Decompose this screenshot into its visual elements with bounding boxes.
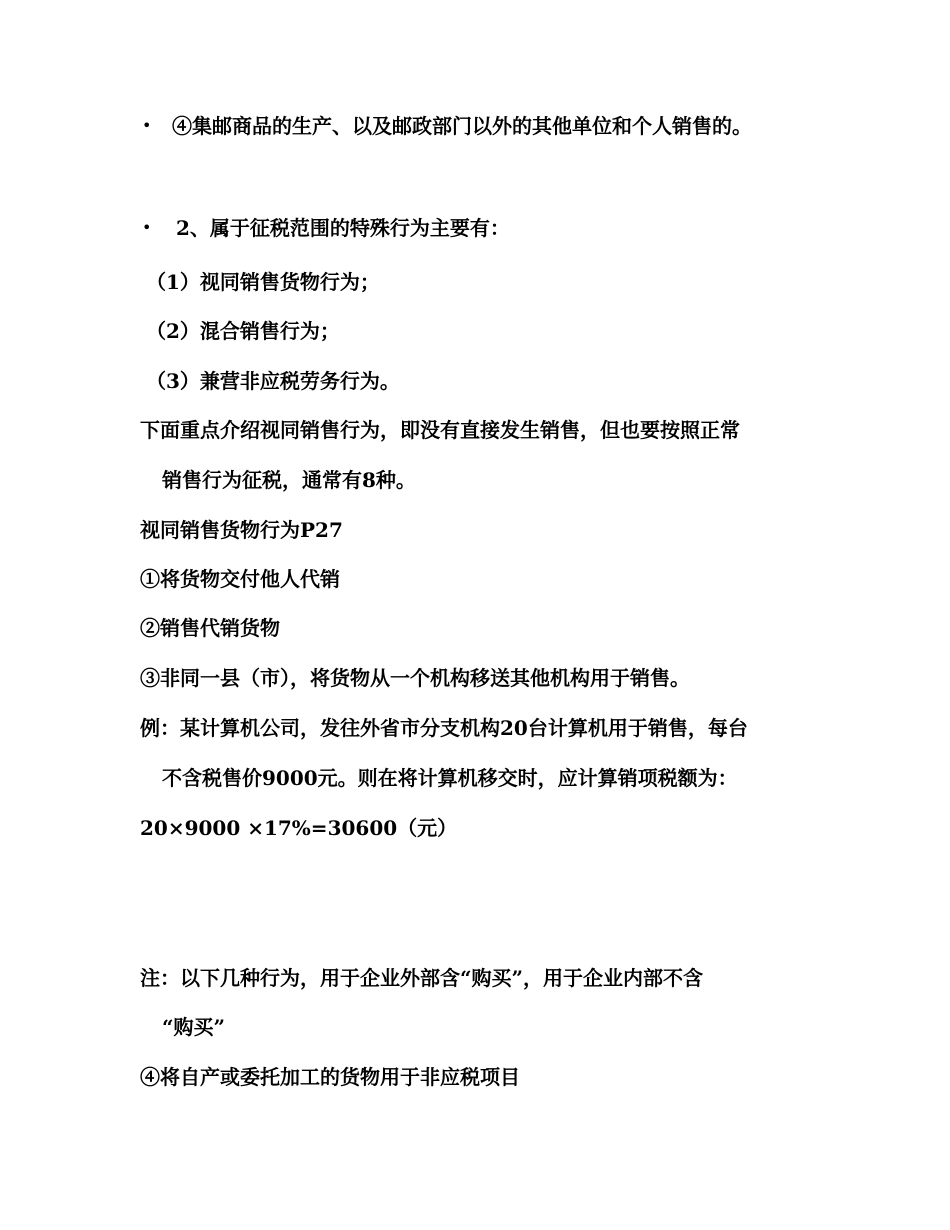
bullet-text-stamp-goods: ④集邮商品的生产、以及邮政部门以外的其他单位和个人销售的。 — [172, 114, 752, 138]
example-formula: 20×9000 ×17%=30600（元） — [140, 816, 458, 840]
bullet-text-special-behaviors: 2、属于征税范围的特殊行为主要有： — [176, 216, 510, 240]
item-mixed-sales: （2）混合销售行为； — [146, 319, 340, 343]
bullet-mark: • — [142, 218, 152, 237]
example-line-2: 不含税售价9000元。则在将计算机移交时，应计算销项税额为： — [162, 766, 738, 790]
example-line-1: 例：某计算机公司，发往外省市分支机构20台计算机用于销售，每台 — [140, 716, 748, 740]
item-non-taxable-use: ④将自产或委托加工的货物用于非应税项目 — [140, 1065, 520, 1089]
item-concurrent-operations: （3）兼营非应税劳务行为。 — [146, 369, 400, 393]
bullet-mark: • — [142, 116, 152, 135]
note-line-2: “购买” — [162, 1015, 226, 1039]
item-sell-consigned: ②销售代销货物 — [140, 616, 280, 640]
item-consignment: ①将货物交付他人代销 — [140, 567, 340, 591]
paragraph-intro-line-2: 销售行为征税，通常有8种。 — [162, 468, 416, 492]
heading-deemed-sales: 视同销售货物行为P27 — [140, 518, 343, 542]
item-deemed-sales: （1）视同销售货物行为； — [146, 270, 380, 294]
note-line-1: 注：以下几种行为，用于企业外部含“购买”，用于企业内部不含 — [140, 966, 704, 990]
paragraph-intro-line-1: 下面重点介绍视同销售行为，即没有直接发生销售，但也要按照正常 — [140, 418, 740, 442]
item-transfer: ③非同一县（市），将货物从一个机构移送其他机构用于销售。 — [140, 666, 690, 690]
